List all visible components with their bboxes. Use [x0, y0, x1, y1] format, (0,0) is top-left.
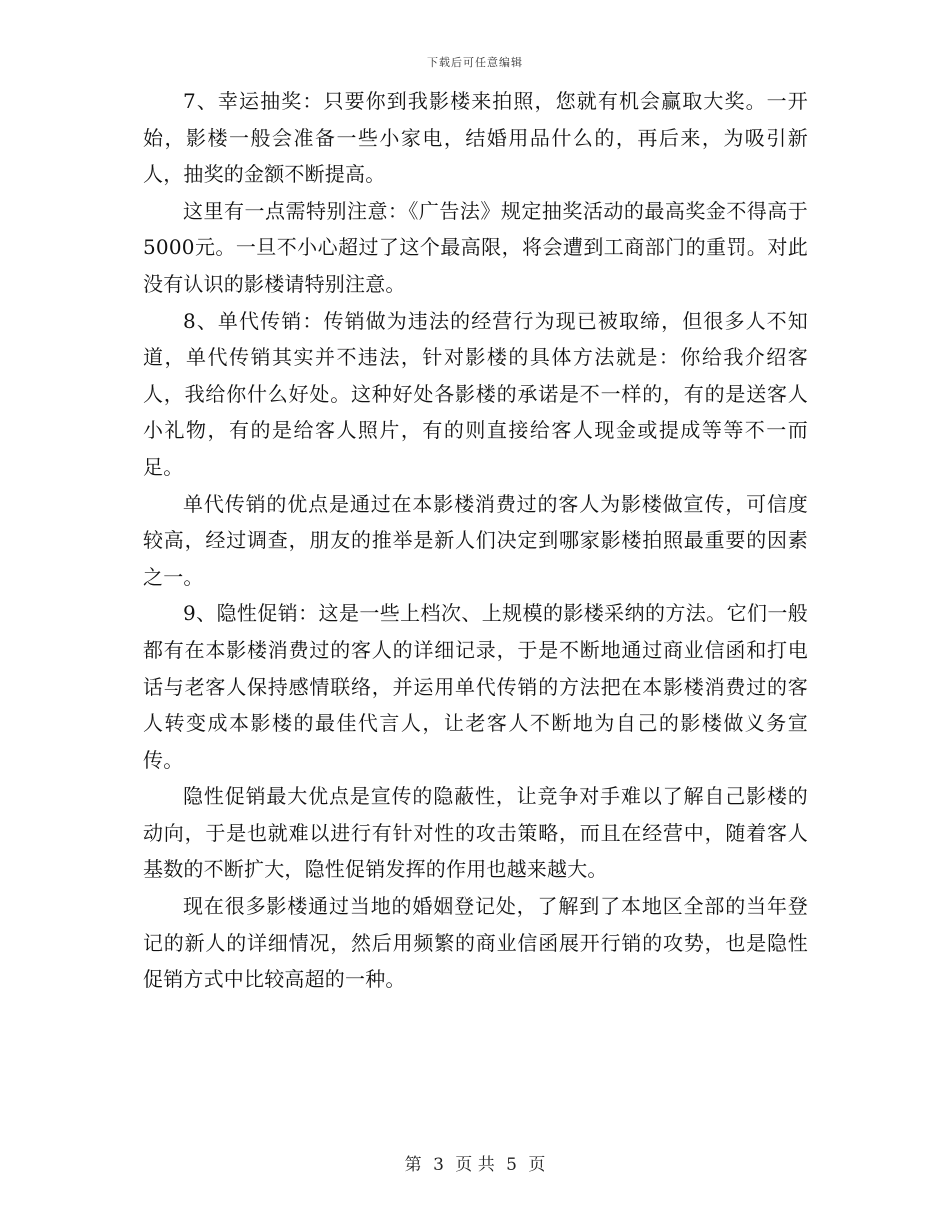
paragraph-single-tier-referral: 8、单代传销：传销做为违法的经营行为现已被取缔，但很多人不知道，单代传销其实并不违法，针对影楼的具体方法就是：你给我介绍客人，我给你什么好处。这种好处各影楼的承诺是不一样的，有的是送客人小礼物，有的是给客人照片，有的则直接给客人现金或提成等等不一而足。 [143, 308, 808, 479]
footer-total-pages: 5 [506, 1155, 517, 1175]
paragraph-marriage-registry: 现在很多影楼通过当地的婚姻登记处，了解到了本地区全部的当年登记的新人的详细情况，然后用频繁的商业信函展开行销的攻势，也是隐性促销方式中比较高超的一种。 [143, 894, 808, 992]
paragraph-hidden-promotion-advantages: 隐性促销最大优点是宣传的隐蔽性，让竞争对手难以了解自己影楼的动向，于是也就难以进行有针对性的攻击策略，而且在经营中，随着客人基数的不断扩大，隐性促销发挥的作用也越来越大。 [143, 784, 808, 882]
header-text: 下载后可任意编辑 [427, 56, 523, 69]
footer-prefix: 第 [404, 1155, 422, 1175]
paragraph-hidden-promotion: 9、隐性促销：这是一些上档次、上规模的影楼采纳的方法。它们一般都有在本影楼消费过的客人的详细记录，于是不断地通过商业信函和打电话与老客人保持感情联络，并运用单代传销的方法把在本影楼消费过的客人转变成本影楼的最佳代言人，让老客人不断地为自己的影楼做义务宣传。 [143, 601, 808, 772]
paragraph-lucky-draw: 7、幸运抽奖：只要你到我影楼来拍照，您就有机会赢取大奖。一开始，影楼一般会准备一些小家电，结婚用品什么的，再后来，为吸引新人，抽奖的金额不断提高。 [143, 89, 808, 187]
document-body [143, 83, 808, 998]
paragraph-referral-advantages: 单代传销的优点是通过在本影楼消费过的客人为影楼做宣传，可信度较高，经过调查，朋友的推举是新人们决定到哪家影楼拍照最重要的因素之一。 [143, 491, 808, 589]
footer-middle: 页 共 [455, 1155, 495, 1175]
paragraph-advertising-law-note: 这里有一点需特别注意：《广告法》规定抽奖活动的最高奖金不得高于5000元。一旦不小心超过了这个最高限，将会遭到工商部门的重罚。对此没有认识的影楼请特别注意。 [143, 198, 808, 296]
page-header [0, 54, 950, 70]
page-footer [0, 1150, 950, 1175]
footer-suffix: 页 [528, 1155, 546, 1175]
footer-page-number: 3 [433, 1155, 444, 1175]
